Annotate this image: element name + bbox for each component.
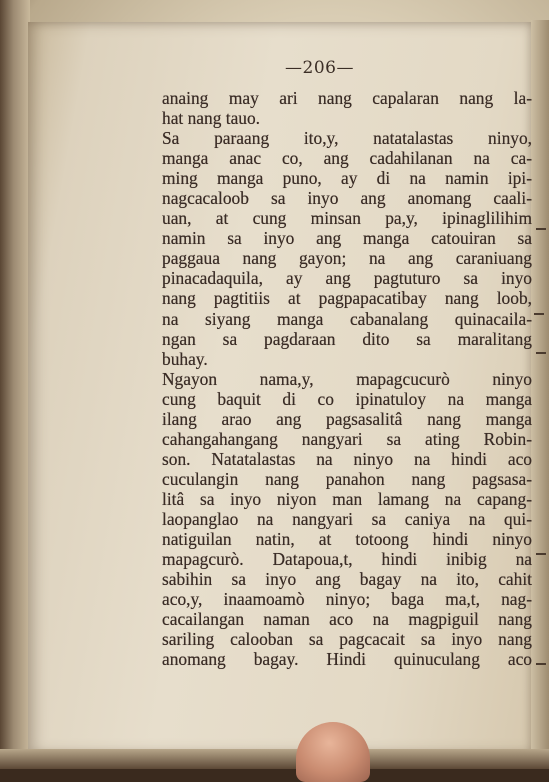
page-body-text xyxy=(162,88,532,669)
book-spine-edge xyxy=(0,0,30,769)
text-line: anomang bagay. Hindi quinuculang aco xyxy=(162,649,532,670)
text-line: aco,y, inaamoamò ninyo; baga ma,t, nag- xyxy=(162,589,532,610)
margin-mark xyxy=(536,228,546,230)
text-line: sariling calooban sa pagcacait sa inyo nang xyxy=(162,629,532,650)
page-stack-edge xyxy=(531,20,549,760)
text-line: anaing may ari nang capalaran nang la- xyxy=(162,88,532,108)
book-bottom-edge xyxy=(0,749,549,769)
text-line: son. Natatalastas na ninyo na hindi aco xyxy=(162,448,532,469)
text-line: cuculangin nang panahon nang pagsasa- xyxy=(162,468,532,489)
text-line: nang pagtitiis at pagpapacatibay nang loob, xyxy=(162,288,532,309)
page-number: —206— xyxy=(285,58,354,78)
text-line: ngan sa pagdaraan dito sa maralitang xyxy=(162,328,532,349)
text-line: namin sa inyo ang manga catouiran sa xyxy=(162,228,532,249)
margin-mark xyxy=(534,313,544,315)
text-line: nagcacaloob sa inyo ang anomang caali- xyxy=(162,188,532,209)
text-line: buhay. xyxy=(162,348,208,369)
text-line: mapagcurò. Datapoua,t, hindi inibig na xyxy=(162,549,532,570)
text-line: cahangahangang nangyari sa ating Robin- xyxy=(162,428,532,449)
text-line: litâ sa inyo niyon man lamang na capang- xyxy=(162,488,532,509)
text-line: uan, at cung minsan pa,y, ipinaglilihim xyxy=(162,208,532,229)
text-line: Sa paraang ito,y, natatalastas ninyo, xyxy=(162,128,532,149)
text-line: cacailangan naman aco na magpiguil nang xyxy=(162,609,532,630)
text-line: hat nang tauo. xyxy=(162,108,261,129)
text-line: paggaua nang gayon; na ang caraniuang xyxy=(162,248,532,269)
text-line: laopanglao na nangyari sa caniya na qui- xyxy=(162,508,532,529)
text-line: ming manga puno, ay di na namin ipi- xyxy=(162,168,532,189)
margin-mark xyxy=(536,663,546,665)
text-line: sabihin sa inyo ang bagay na ito, cahit xyxy=(162,569,532,590)
text-line: natiguilan natin, at totoong hindi ninyo xyxy=(162,529,532,550)
margin-mark xyxy=(536,352,546,354)
text-line: manga anac co, ang cadahilanan na ca- xyxy=(162,148,532,169)
margin-mark xyxy=(536,553,546,555)
text-line: cung baquit di co ipinatuloy na manga xyxy=(162,388,532,409)
text-line: pinacadaquila, ay ang pagtuturo sa inyo xyxy=(162,268,532,289)
text-line: ilang arao ang pagsasalitâ nang manga xyxy=(162,408,532,429)
text-line: Ngayon nama,y, mapagcucurò ninyo xyxy=(162,368,532,389)
text-line: na siyang manga cabanalang quinacaila- xyxy=(162,308,532,329)
